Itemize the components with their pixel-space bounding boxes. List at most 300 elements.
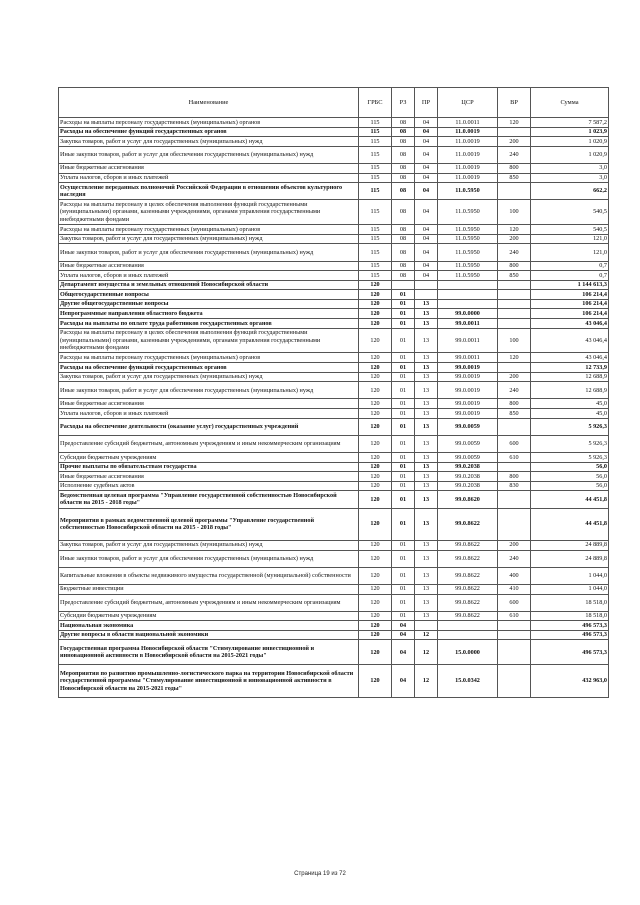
cell-csr: 99.0.0019 — [438, 399, 498, 409]
cell-rz: 01 — [392, 309, 415, 319]
cell-grbs: 115 — [359, 225, 392, 235]
cell-grbs: 115 — [359, 200, 392, 225]
cell-pr: 04 — [415, 163, 438, 173]
cell-vr — [498, 621, 531, 631]
table-row — [59, 328, 609, 353]
cell-sum: 44 451,8 — [531, 508, 609, 540]
cell-grbs: 120 — [359, 435, 392, 452]
cell-vr: 800 — [498, 163, 531, 173]
cell-rz: 04 — [392, 665, 415, 697]
cell-grbs: 120 — [359, 319, 392, 329]
cell-name: Расходы на обеспечение деятельности (оказание услуг) государственных учреждений — [59, 418, 359, 435]
cell-grbs: 120 — [359, 399, 392, 409]
cell-grbs: 115 — [359, 183, 392, 200]
cell-csr: 99.0.0019 — [438, 372, 498, 382]
cell-sum: 12 733,9 — [531, 363, 609, 373]
cell-name: Государственная программа Новосибирской области "Стимулирование инвестиционной и инновационной активности в Новосибирской области на 2015-2021 годы" — [59, 640, 359, 665]
cell-pr: 04 — [415, 244, 438, 261]
table-row — [59, 382, 609, 399]
header-vr: ВР — [498, 88, 531, 118]
cell-pr: 12 — [415, 640, 438, 665]
cell-sum: 1 023,9 — [531, 127, 609, 137]
cell-sum: 45,0 — [531, 399, 609, 409]
cell-csr: 11.0.0011 — [438, 118, 498, 128]
cell-sum: 432 963,0 — [531, 665, 609, 697]
cell-pr: 13 — [415, 594, 438, 611]
cell-name: Национальная экономика — [59, 621, 359, 631]
cell-pr — [415, 290, 438, 300]
cell-csr: 99.0.0059 — [438, 435, 498, 452]
cell-rz: 01 — [392, 453, 415, 463]
cell-csr: 11.0.5950 — [438, 183, 498, 200]
table-row — [59, 611, 609, 621]
cell-csr: 99.0.8622 — [438, 567, 498, 584]
cell-pr: 04 — [415, 118, 438, 128]
cell-pr: 13 — [415, 328, 438, 353]
table-row — [59, 261, 609, 271]
cell-vr: 100 — [498, 328, 531, 353]
cell-vr — [498, 665, 531, 697]
cell-pr: 13 — [415, 540, 438, 550]
cell-pr: 04 — [415, 173, 438, 183]
cell-pr: 13 — [415, 399, 438, 409]
cell-grbs: 115 — [359, 137, 392, 147]
cell-csr: 99.0.8622 — [438, 508, 498, 540]
cell-csr: 99.0.0011 — [438, 353, 498, 363]
cell-csr: 99.0.0019 — [438, 409, 498, 419]
cell-grbs: 120 — [359, 328, 392, 353]
cell-pr: 12 — [415, 665, 438, 697]
cell-name: Осуществление переданных полномочий Российской Федерации в отношении объектов культурного наследия — [59, 183, 359, 200]
cell-rz: 01 — [392, 584, 415, 594]
cell-pr: 04 — [415, 225, 438, 235]
cell-pr: 13 — [415, 353, 438, 363]
cell-vr: 830 — [498, 481, 531, 491]
cell-grbs: 115 — [359, 163, 392, 173]
cell-rz: 08 — [392, 127, 415, 137]
table-row — [59, 409, 609, 419]
header-sum: Сумма — [531, 88, 609, 118]
cell-sum: 56,0 — [531, 472, 609, 482]
cell-sum: 3,0 — [531, 173, 609, 183]
cell-rz: 08 — [392, 137, 415, 147]
table-row — [59, 481, 609, 491]
cell-grbs: 120 — [359, 418, 392, 435]
cell-sum: 106 214,4 — [531, 290, 609, 300]
cell-name: Расходы на выплаты персоналу государственных (муниципальных) органов — [59, 353, 359, 363]
cell-name: Другие вопросы в области национальной экономики — [59, 630, 359, 640]
cell-rz: 01 — [392, 491, 415, 508]
cell-name: Расходы на выплаты персоналу в целях обеспечения выполнения функций государственными (муниципальными) органами, казенными учреждениями, органами управления государственными внебюджетными фондами — [59, 200, 359, 225]
cell-csr: 99.0.2038 — [438, 481, 498, 491]
cell-rz: 01 — [392, 540, 415, 550]
table-row — [59, 399, 609, 409]
cell-pr — [415, 621, 438, 631]
cell-pr: 13 — [415, 435, 438, 452]
cell-rz: 01 — [392, 319, 415, 329]
table-body — [59, 118, 609, 698]
cell-sum: 0,7 — [531, 271, 609, 281]
cell-vr: 240 — [498, 550, 531, 567]
cell-vr — [498, 280, 531, 290]
cell-grbs: 115 — [359, 127, 392, 137]
cell-rz: 01 — [392, 567, 415, 584]
cell-sum: 0,7 — [531, 261, 609, 271]
cell-vr — [498, 319, 531, 329]
cell-name: Расходы на обеспечение функций государственных органов — [59, 127, 359, 137]
cell-vr — [498, 299, 531, 309]
cell-vr — [498, 309, 531, 319]
cell-sum: 18 518,0 — [531, 594, 609, 611]
cell-rz: 08 — [392, 244, 415, 261]
cell-name: Расходы на выплаты по оплате труда работников государственных органов — [59, 319, 359, 329]
cell-vr: 200 — [498, 372, 531, 382]
cell-name: Общегосударственные вопросы — [59, 290, 359, 300]
cell-rz: 08 — [392, 225, 415, 235]
cell-vr: 200 — [498, 234, 531, 244]
cell-name: Департамент имущества и земельных отношений Новосибирской области — [59, 280, 359, 290]
cell-rz: 01 — [392, 594, 415, 611]
cell-vr: 800 — [498, 261, 531, 271]
cell-sum: 496 573,3 — [531, 630, 609, 640]
table-row — [59, 665, 609, 697]
cell-csr: 99.0.8620 — [438, 491, 498, 508]
table-row — [59, 453, 609, 463]
cell-sum: 1 020,9 — [531, 137, 609, 147]
table-row — [59, 280, 609, 290]
table-row — [59, 594, 609, 611]
cell-vr: 850 — [498, 173, 531, 183]
cell-grbs: 120 — [359, 481, 392, 491]
cell-name: Иные закупки товаров, работ и услуг для обеспечения государственных (муниципальных) нужд — [59, 550, 359, 567]
cell-vr: 850 — [498, 271, 531, 281]
cell-csr: 11.0.0019 — [438, 127, 498, 137]
cell-name: Иные бюджетные ассигнования — [59, 261, 359, 271]
cell-csr: 99.0.0000 — [438, 309, 498, 319]
cell-sum: 1 044,0 — [531, 584, 609, 594]
cell-sum: 43 046,4 — [531, 319, 609, 329]
page-number: Страница 19 из 72 — [294, 871, 346, 877]
cell-rz: 08 — [392, 173, 415, 183]
cell-csr — [438, 621, 498, 631]
cell-pr: 13 — [415, 584, 438, 594]
table-row — [59, 363, 609, 373]
cell-grbs: 115 — [359, 173, 392, 183]
cell-csr: 11.0.0019 — [438, 163, 498, 173]
table-row — [59, 173, 609, 183]
cell-sum: 1 144 613,3 — [531, 280, 609, 290]
cell-grbs: 120 — [359, 665, 392, 697]
cell-pr: 13 — [415, 491, 438, 508]
cell-name: Субсидии бюджетным учреждениям — [59, 611, 359, 621]
cell-pr: 13 — [415, 409, 438, 419]
cell-sum: 106 214,4 — [531, 309, 609, 319]
cell-rz: 08 — [392, 234, 415, 244]
cell-pr: 04 — [415, 127, 438, 137]
cell-csr: 99.0.0019 — [438, 363, 498, 373]
table-row — [59, 244, 609, 261]
cell-pr: 13 — [415, 418, 438, 435]
table-row — [59, 621, 609, 631]
cell-rz: 01 — [392, 353, 415, 363]
cell-name: Иные закупки товаров, работ и услуг для обеспечения государственных (муниципальных) нужд — [59, 382, 359, 399]
table-row — [59, 319, 609, 329]
cell-rz: 08 — [392, 271, 415, 281]
cell-name: Расходы на выплаты персоналу государственных (муниципальных) органов — [59, 225, 359, 235]
cell-csr: 99.0.8622 — [438, 540, 498, 550]
cell-sum: 3,0 — [531, 163, 609, 173]
cell-name: Исполнение судебных актов — [59, 481, 359, 491]
cell-name: Предоставление субсидий бюджетным, автономным учреждениям и иным некоммерческим организациям — [59, 435, 359, 452]
header-csr: ЦСР — [438, 88, 498, 118]
cell-csr: 99.0.8622 — [438, 550, 498, 567]
cell-name: Расходы на выплаты персоналу государственных (муниципальных) органов — [59, 118, 359, 128]
table-row — [59, 472, 609, 482]
cell-csr — [438, 299, 498, 309]
cell-rz: 04 — [392, 640, 415, 665]
cell-name: Непрограммные направления областного бюджета — [59, 309, 359, 319]
cell-rz — [392, 280, 415, 290]
cell-pr: 13 — [415, 299, 438, 309]
cell-csr: 99.0.8622 — [438, 584, 498, 594]
cell-name: Закупка товаров, работ и услуг для государственных (муниципальных) нужд — [59, 137, 359, 147]
cell-csr: 99.0.0059 — [438, 418, 498, 435]
cell-sum: 43 046,4 — [531, 328, 609, 353]
cell-rz: 01 — [392, 328, 415, 353]
cell-csr: 99.0.2038 — [438, 462, 498, 472]
cell-rz: 08 — [392, 118, 415, 128]
cell-grbs: 120 — [359, 372, 392, 382]
cell-rz: 08 — [392, 163, 415, 173]
cell-vr: 200 — [498, 540, 531, 550]
header-rz: РЗ — [392, 88, 415, 118]
cell-sum: 1 044,0 — [531, 567, 609, 584]
cell-csr: 15.0.0342 — [438, 665, 498, 697]
cell-pr: 13 — [415, 567, 438, 584]
cell-grbs: 115 — [359, 234, 392, 244]
cell-name: Иные бюджетные ассигнования — [59, 472, 359, 482]
cell-sum: 5 926,3 — [531, 418, 609, 435]
cell-name: Закупка товаров, работ и услуг для государственных (муниципальных) нужд — [59, 234, 359, 244]
cell-sum: 5 926,3 — [531, 453, 609, 463]
cell-csr: 99.0.8622 — [438, 611, 498, 621]
table-row — [59, 200, 609, 225]
cell-name: Иные бюджетные ассигнования — [59, 399, 359, 409]
cell-vr: 400 — [498, 567, 531, 584]
cell-name: Расходы на выплаты персоналу в целях обеспечения выполнения функций государственными (муниципальными) органами, казенными учреждениями, органами управления государственными внебюджетными фондами — [59, 328, 359, 353]
cell-grbs: 115 — [359, 118, 392, 128]
cell-vr — [498, 127, 531, 137]
cell-vr — [498, 363, 531, 373]
cell-csr: 99.0.0011 — [438, 319, 498, 329]
cell-grbs: 120 — [359, 550, 392, 567]
cell-pr: 13 — [415, 611, 438, 621]
cell-sum: 18 518,0 — [531, 611, 609, 621]
cell-grbs: 120 — [359, 472, 392, 482]
table-row — [59, 353, 609, 363]
cell-name: Закупка товаров, работ и услуг для государственных (муниципальных) нужд — [59, 372, 359, 382]
cell-grbs: 120 — [359, 382, 392, 399]
cell-rz: 01 — [392, 399, 415, 409]
table-row — [59, 567, 609, 584]
cell-grbs: 120 — [359, 363, 392, 373]
cell-grbs: 120 — [359, 540, 392, 550]
cell-name: Мероприятия по развитию промышленно-логистического парка на территории Новосибирской области государственной программы "Стимулирование инвестиционной и инновационной активности в Новосибирской области на 2015-2021 годы" — [59, 665, 359, 697]
cell-pr: 04 — [415, 234, 438, 244]
table-row — [59, 127, 609, 137]
table-row — [59, 630, 609, 640]
cell-grbs: 120 — [359, 508, 392, 540]
cell-csr: 11.0.0019 — [438, 146, 498, 163]
cell-pr: 13 — [415, 363, 438, 373]
cell-sum: 540,5 — [531, 225, 609, 235]
cell-grbs: 120 — [359, 491, 392, 508]
cell-name: Закупка товаров, работ и услуг для государственных (муниципальных) нужд — [59, 540, 359, 550]
cell-vr: 200 — [498, 137, 531, 147]
cell-pr: 04 — [415, 200, 438, 225]
table-row — [59, 435, 609, 452]
cell-name: Ведомственная целевая программа "Управление государственной собственностью Новосибирской области на 2015 - 2018 годы" — [59, 491, 359, 508]
cell-grbs: 115 — [359, 261, 392, 271]
cell-rz: 01 — [392, 372, 415, 382]
cell-sum: 540,5 — [531, 200, 609, 225]
cell-grbs: 120 — [359, 409, 392, 419]
cell-rz: 08 — [392, 200, 415, 225]
cell-rz: 01 — [392, 382, 415, 399]
cell-csr: 11.0.5950 — [438, 244, 498, 261]
cell-sum: 496 573,3 — [531, 640, 609, 665]
cell-grbs: 120 — [359, 567, 392, 584]
cell-rz: 01 — [392, 611, 415, 621]
cell-vr — [498, 290, 531, 300]
table-row — [59, 309, 609, 319]
cell-grbs: 120 — [359, 621, 392, 631]
cell-pr: 04 — [415, 146, 438, 163]
cell-rz: 01 — [392, 508, 415, 540]
table-row — [59, 372, 609, 382]
cell-csr: 15.0.0000 — [438, 640, 498, 665]
table-row — [59, 462, 609, 472]
table-row — [59, 146, 609, 163]
cell-rz: 01 — [392, 550, 415, 567]
cell-name: Иные бюджетные ассигнования — [59, 163, 359, 173]
cell-grbs: 120 — [359, 584, 392, 594]
cell-vr: 240 — [498, 244, 531, 261]
cell-vr: 410 — [498, 584, 531, 594]
cell-vr — [498, 508, 531, 540]
cell-pr: 13 — [415, 319, 438, 329]
table-row — [59, 225, 609, 235]
cell-rz: 08 — [392, 146, 415, 163]
cell-pr: 13 — [415, 508, 438, 540]
cell-sum: 56,0 — [531, 481, 609, 491]
cell-csr: 11.0.5950 — [438, 271, 498, 281]
cell-vr: 800 — [498, 399, 531, 409]
cell-pr: 04 — [415, 183, 438, 200]
cell-pr: 13 — [415, 382, 438, 399]
cell-rz: 04 — [392, 621, 415, 631]
cell-name: Другие общегосударственные вопросы — [59, 299, 359, 309]
cell-rz: 01 — [392, 435, 415, 452]
cell-vr: 120 — [498, 225, 531, 235]
cell-rz: 01 — [392, 472, 415, 482]
table-row — [59, 118, 609, 128]
cell-csr: 11.0.5950 — [438, 200, 498, 225]
cell-vr: 610 — [498, 453, 531, 463]
cell-vr: 850 — [498, 409, 531, 419]
cell-sum: 12 688,9 — [531, 372, 609, 382]
cell-vr: 240 — [498, 146, 531, 163]
cell-vr: 600 — [498, 435, 531, 452]
cell-grbs: 120 — [359, 611, 392, 621]
cell-sum: 24 889,8 — [531, 540, 609, 550]
cell-rz: 08 — [392, 183, 415, 200]
cell-pr: 13 — [415, 453, 438, 463]
cell-csr — [438, 630, 498, 640]
table-row — [59, 508, 609, 540]
table-header-row — [59, 88, 609, 118]
cell-rz: 01 — [392, 409, 415, 419]
table-row — [59, 540, 609, 550]
cell-vr — [498, 640, 531, 665]
cell-name: Предоставление субсидий бюджетным, автономным учреждениям и иным некоммерческим организациям — [59, 594, 359, 611]
cell-grbs: 120 — [359, 280, 392, 290]
cell-csr: 11.0.0019 — [438, 173, 498, 183]
cell-csr: 99.0.0011 — [438, 328, 498, 353]
cell-pr: 12 — [415, 630, 438, 640]
cell-csr: 11.0.0019 — [438, 137, 498, 147]
cell-vr: 610 — [498, 611, 531, 621]
cell-grbs: 120 — [359, 594, 392, 611]
cell-sum: 121,0 — [531, 234, 609, 244]
header-name: Наименование — [59, 88, 359, 118]
cell-pr — [415, 280, 438, 290]
cell-sum: 5 926,3 — [531, 435, 609, 452]
cell-sum: 24 889,8 — [531, 550, 609, 567]
cell-sum: 106 214,4 — [531, 299, 609, 309]
cell-name: Бюджетные инвестиции — [59, 584, 359, 594]
cell-grbs: 120 — [359, 353, 392, 363]
table-row — [59, 550, 609, 567]
cell-rz: 01 — [392, 290, 415, 300]
header-grbs: ГРБС — [359, 88, 392, 118]
cell-sum: 44 451,8 — [531, 491, 609, 508]
cell-vr — [498, 491, 531, 508]
cell-sum: 496 573,3 — [531, 621, 609, 631]
cell-csr: 99.0.8622 — [438, 594, 498, 611]
table-row — [59, 418, 609, 435]
cell-sum: 56,0 — [531, 462, 609, 472]
table-row — [59, 290, 609, 300]
cell-csr — [438, 280, 498, 290]
cell-grbs: 120 — [359, 630, 392, 640]
cell-vr: 100 — [498, 200, 531, 225]
cell-grbs: 120 — [359, 640, 392, 665]
cell-sum: 43 046,4 — [531, 353, 609, 363]
table-row — [59, 299, 609, 309]
cell-name: Иные закупки товаров, работ и услуг для обеспечения государственных (муниципальных) нужд — [59, 146, 359, 163]
cell-vr: 240 — [498, 382, 531, 399]
cell-csr: 99.0.0019 — [438, 382, 498, 399]
cell-sum: 45,0 — [531, 409, 609, 419]
table-row — [59, 163, 609, 173]
table-row — [59, 271, 609, 281]
cell-pr: 04 — [415, 137, 438, 147]
cell-pr: 13 — [415, 462, 438, 472]
cell-name: Прочие выплаты по обязательствам государства — [59, 462, 359, 472]
cell-grbs: 120 — [359, 462, 392, 472]
cell-vr: 800 — [498, 472, 531, 482]
